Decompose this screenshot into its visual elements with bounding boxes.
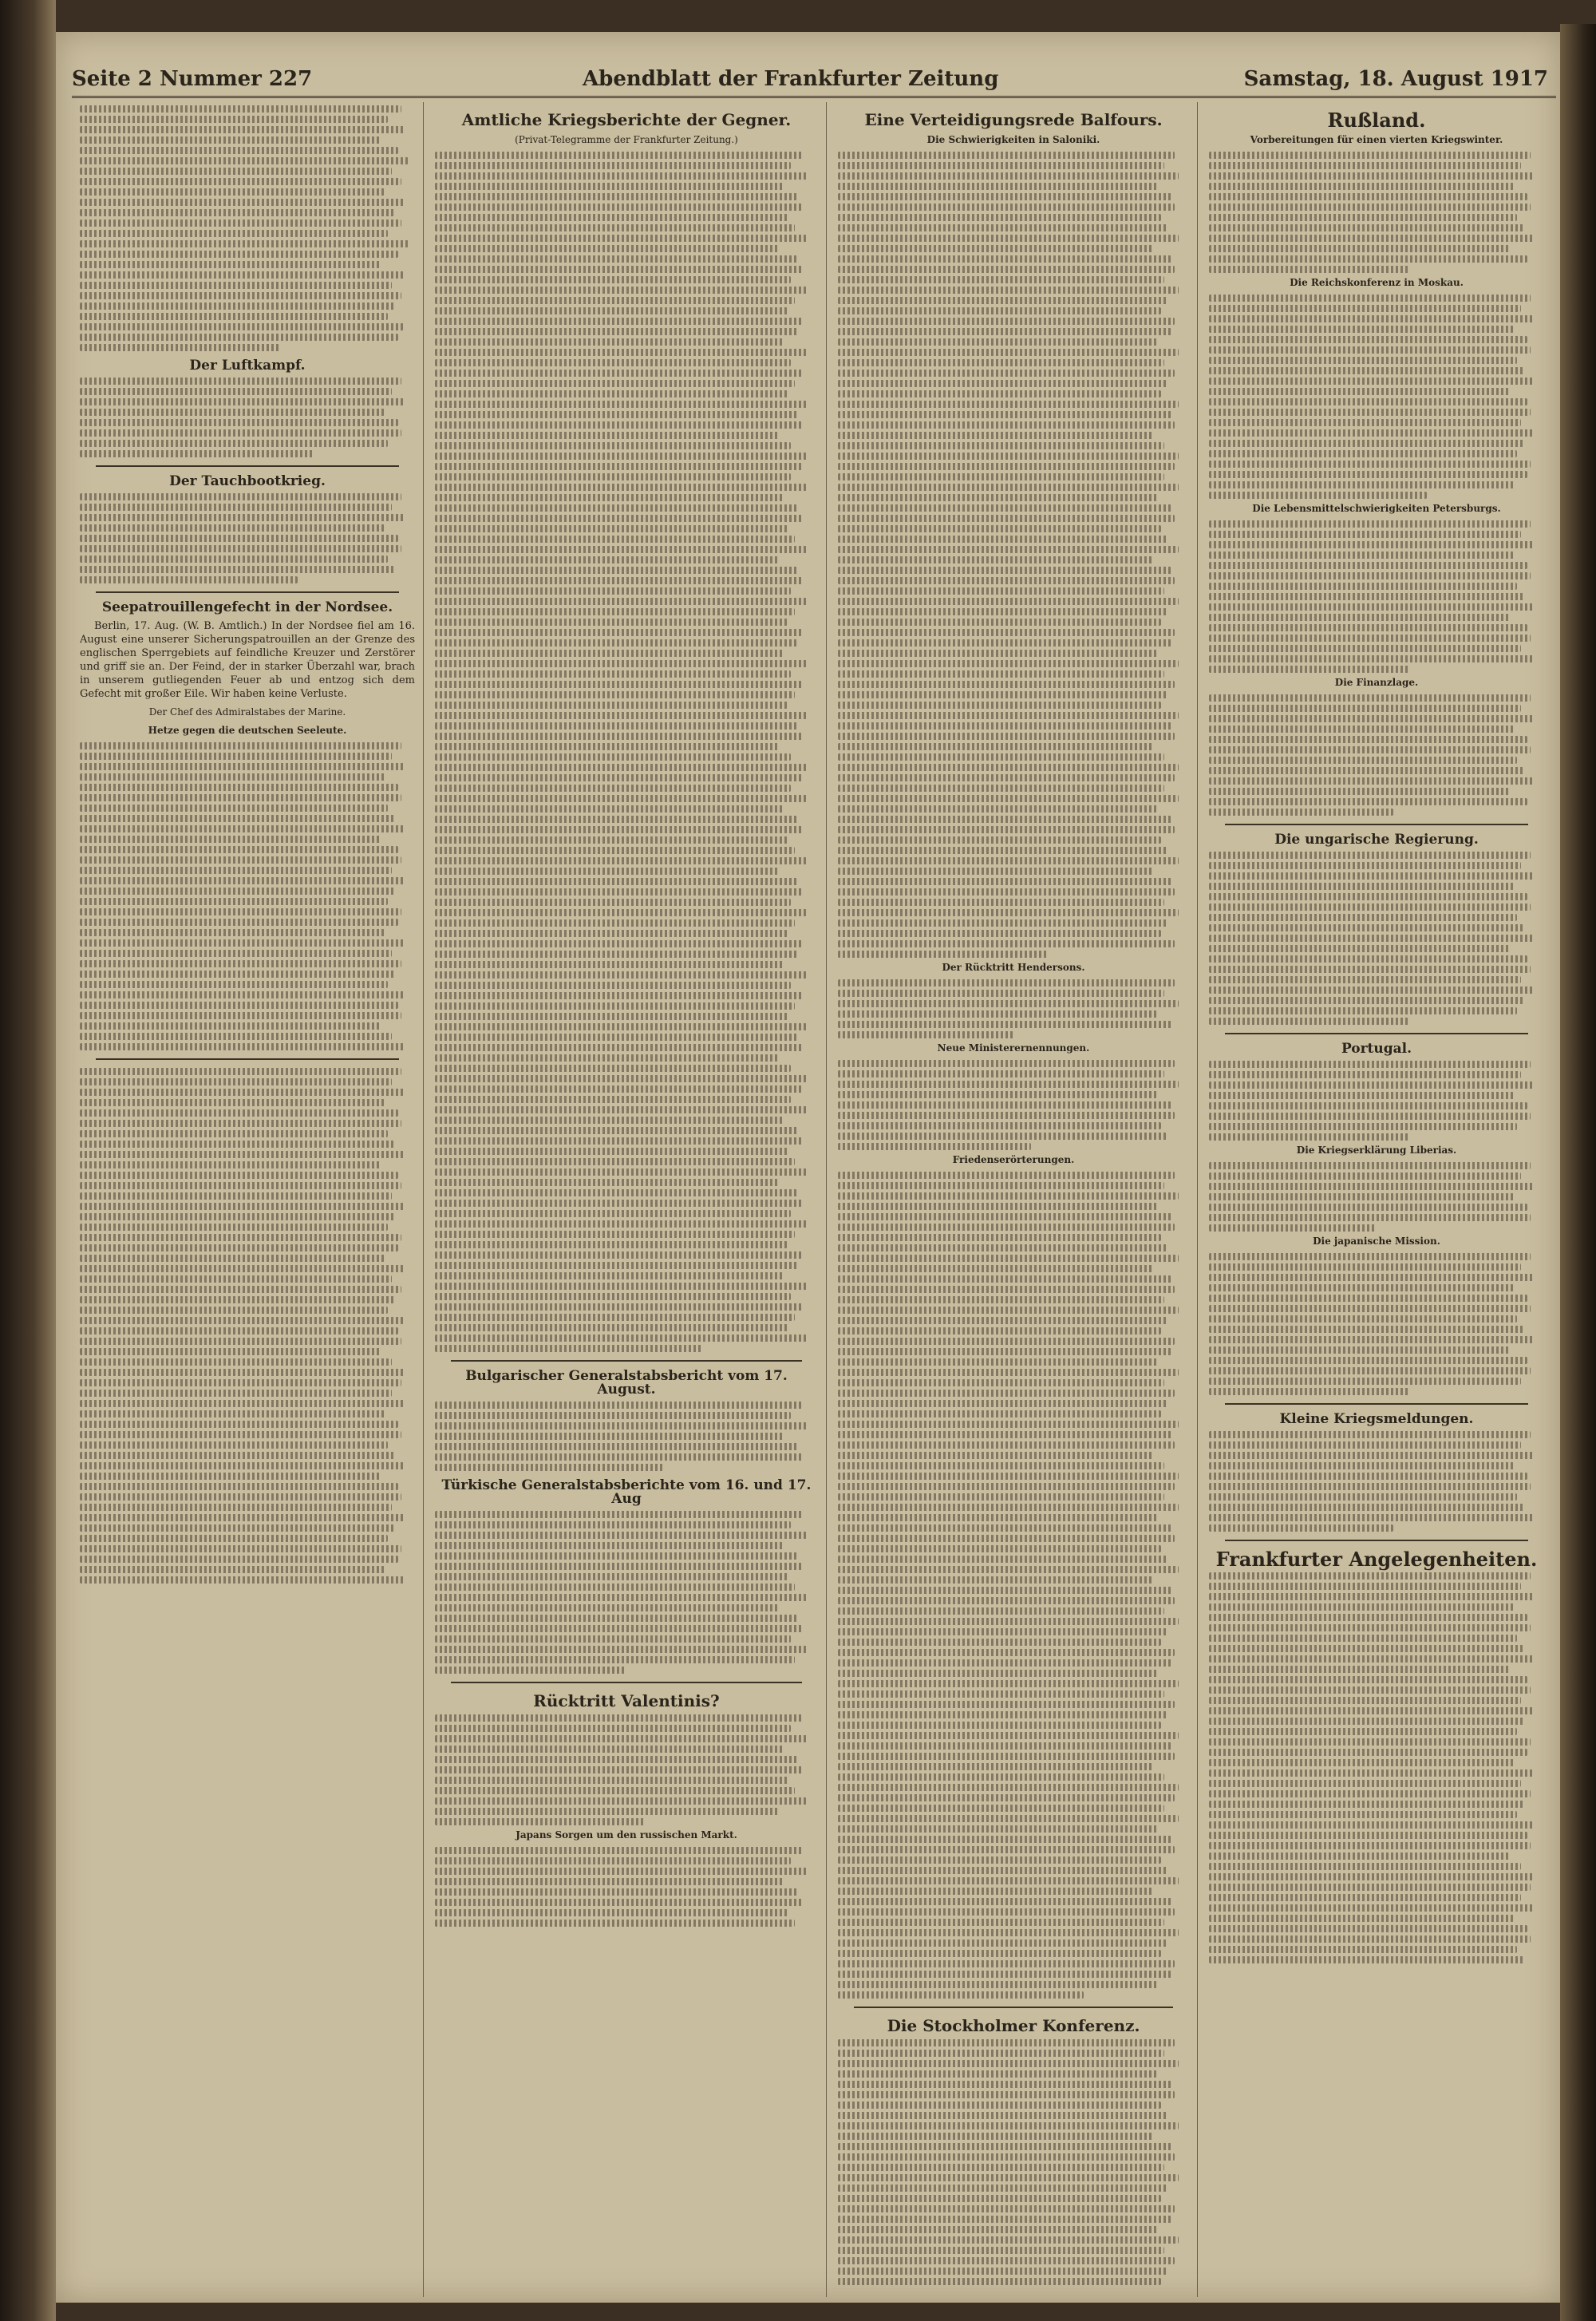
heading-reichskonferenz-moskau: Die Reichskonferenz in Moskau. (1290, 277, 1464, 288)
subheading-saloniki: Die Schwierigkeiten in Saloniki. (926, 134, 1100, 145)
subheading-kriegswinter: Vorbereitungen für einen vierten Kriegswinter. (1250, 134, 1503, 145)
heading-amtliche-kriegsberichte: Amtliche Kriegsberichte der Gegner. (461, 110, 792, 129)
heading-japans-sorgen: Japans Sorgen um den russischen Markt. (516, 1829, 737, 1841)
heading-japanische-mission: Die japanische Mission. (1313, 1236, 1440, 1247)
heading-lebensmittel-petersburg: Die Lebensmittelschwierigkeiten Petersburgs. (1252, 503, 1501, 514)
column-2 (435, 102, 818, 2297)
heading-portugal: Portugal. (1341, 1041, 1412, 1057)
signature-marine: Der Chef des Admiralstabes der Marine. (148, 706, 346, 718)
heading-verteidigungsrede-balfours: Eine Verteidigungsrede Balfours. (864, 110, 1163, 129)
subheading-privat-telegramme: (Privat-Telegramme der Frankfurter Zeitung.) (515, 134, 738, 145)
column-rule (1197, 102, 1198, 2297)
heading-luftkampf: Der Luftkampf. (189, 358, 306, 374)
masthead (72, 64, 1556, 98)
heading-friedenserorterungen: Friedenserörterungen. (952, 1154, 1075, 1165)
heading-neue-ministerernennungen: Neue Ministerernennungen. (937, 1042, 1090, 1054)
heading-kriegserklaerung-liberias: Die Kriegserklärung Liberias. (1296, 1145, 1457, 1156)
heading-russland: Rußland. (1327, 109, 1426, 132)
heading-frankfurter-angelegenheiten: Frankfurter Angelegenheiten. (1215, 1548, 1538, 1571)
column-4 (1209, 102, 1544, 2297)
heading-ruecktritt-valentinis: Rücktritt Valentinis? (533, 1691, 720, 1710)
heading-ungarische-regierung: Die ungarische Regierung. (1274, 832, 1479, 848)
column-3 (838, 102, 1189, 2297)
heading-bulgarischer-bericht: Bulgarischer Generalstabsbericht vom 17. August. (465, 1368, 788, 1398)
book-binding (0, 0, 56, 2321)
heading-finanzlage: Die Finanzlage. (1334, 677, 1419, 688)
heading-tuerkische-berichte: Türkische Generalstabsberichte vom 16. und 17. Aug (441, 1477, 812, 1507)
page-edge (1560, 24, 1596, 2321)
heading-seepatrouille: Seepatrouillengefecht in der Nordsee. (101, 599, 393, 615)
heading-ruecktritt-hendersons: Der Rücktritt Hendersons. (942, 962, 1085, 973)
page-number: Seite 2 Nummer 227 (72, 67, 313, 91)
heading-stockholmer-konferenz: Die Stockholmer Konferenz. (887, 2016, 1140, 2035)
newspaper-title: Abendblatt der Frankfurter Zeitung (583, 67, 999, 91)
heading-hetze: Hetze gegen die deutschen Seeleute. (148, 725, 347, 736)
column-1 (80, 102, 415, 2297)
article-seepatrouille: Berlin, 17. Aug. (W. B. Amtlich.) In der Nordsee fiel am 16. August eine unserer Sicherungspatrouillen an der Grenze des englischen Sperrgebiets auf feindliche Kreuzer und Zerstörer und griff sie an. Der Feind, der in starker Überzahl war, brach in unserem gutliegenden Feuer ab und entzog sich dem Gefecht mit großer Eile. Wir haben keine Verluste. (80, 620, 415, 700)
heading-tauchbootkrieg: Der Tauchbootkrieg. (169, 473, 326, 489)
column-rule (423, 102, 424, 2297)
heading-kleine-kriegsmeldungen: Kleine Kriegsmeldungen. (1279, 1411, 1474, 1427)
column-rule (826, 102, 827, 2297)
issue-date: Samstag, 18. August 1917 (1243, 67, 1548, 91)
